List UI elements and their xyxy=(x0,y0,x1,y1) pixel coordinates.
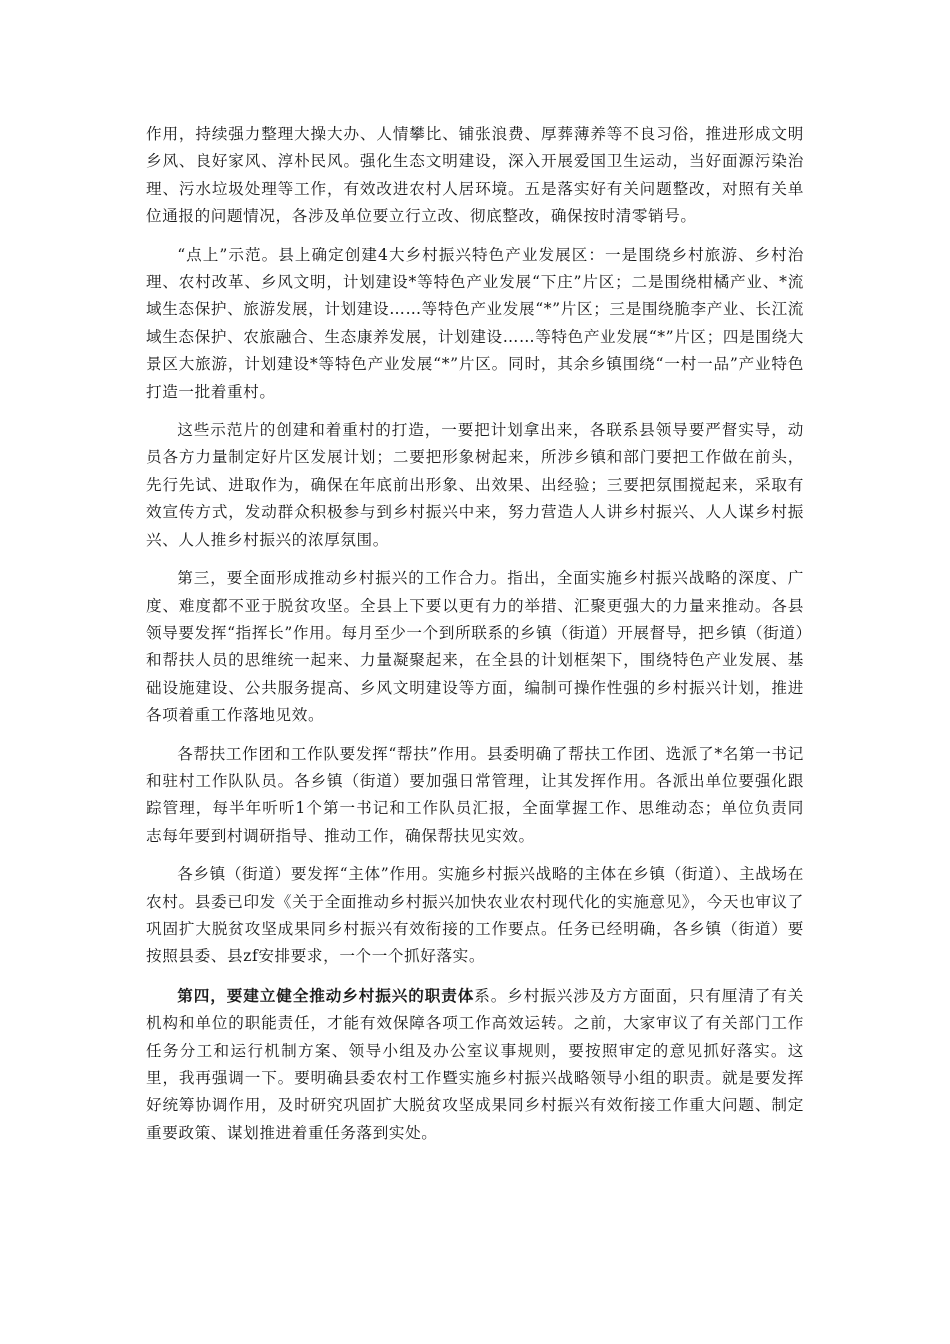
paragraph-6-text: 各乡镇（街道）要发挥“主体”作用。实施乡村振兴战略的主体在乡镇（街道）、主战场在农村。县委已印发《关于全面推动乡村振兴加快农业农村现代化的实施意见》，今天也审议了巩固扩大脱贫攻坚成果同乡村振兴有效衔接的工作要点。任务已经明确，各乡镇（街道）要按照县委、县zf安排要求，一个一个抓好落实。 xyxy=(146,865,804,966)
paragraph-3-text: 这些示范片的创建和着重村的打造，一要把计划拿出来，各联系县领导要严督实导，动员各方力量制定好片区发展计划；二要把形象树起来，所涉乡镇和部门要把工作做在前头，先行先试、进取作为，确保在年底前出形象、出效果、出经验；三要把氛围搅起来，采取有效宣传方式，发动群众积极参与到乡村振兴中来，努力营造人人讲乡村振兴、人人谋乡村振兴、人人推乡村振兴的浓厚氛围。 xyxy=(146,421,804,549)
paragraph-5 xyxy=(146,741,804,851)
paragraph-1-text: 作用，持续强力整理大操大办、人情攀比、铺张浪费、厚葬薄养等不良习俗，推进形成文明乡风、良好家风、淳朴民风。强化生态文明建设，深入开展爱国卫生运动，当好面源污染治理、污水垃圾处理等工作，有效改进农村人居环境。五是落实好有关问题整改，对照有关单位通报的问题情况，各涉及单位要立行立改、彻底整改，确保按时清零销号。 xyxy=(146,125,804,226)
paragraph-5-text: 各帮扶工作团和工作队要发挥“帮扶”作用。县委明确了帮扶工作团、选派了*名第一书记和驻村工作队队员。各乡镇（街道）要加强日常管理，让其发挥作用。各派出单位要强化跟踪管理，每半年听听1个第一书记和工作队员汇报，全面掌握工作、思维动态；单位负责同志每年要到村调研指导、推动工作，确保帮扶见实效。 xyxy=(146,744,804,845)
paragraph-3 xyxy=(146,417,804,554)
paragraph-4 xyxy=(146,565,804,729)
paragraph-2 xyxy=(146,242,804,406)
paragraph-6 xyxy=(146,861,804,971)
document-page xyxy=(146,121,804,1158)
paragraph-4-text: 第三，要全面形成推动乡村振兴的工作合力。指出，全面实施乡村振兴战略的深度、广度、难度都不亚于脱贫攻坚。全县上下要以更有力的举措、汇聚更强大的力量来推动。各县领导要发挥“指挥长”作用。每月至少一个到所联系的乡镇（街道）开展督导，把乡镇（街道）和帮扶人员的思维统一起来、力量凝聚起来，在全县的计划框架下，围绕特色产业发展、基础设施建设、公共服务提高、乡风文明建设等方面，编制可操作性强的乡村振兴计划，推进各项着重工作落地见效。 xyxy=(146,569,804,725)
paragraph-1 xyxy=(146,121,804,231)
paragraph-7-text: 系。乡村振兴涉及方方面面，只有厘清了有关机构和单位的职能责任，才能有效保障各项工作高效运转。之前，大家审议了有关部门工作任务分工和运行机制方案、领导小组及办公室议事规则，要按照审定的意见抓好落实。这里，我再强调一下。要明确县委农村工作暨实施乡村振兴战略领导小组的职责。就是要发挥好统筹协调作用，及时研究巩固扩大脱贫攻坚成果同乡村振兴有效衔接工作重大问题、制定重要政策、谋划推进着重任务落到实处。 xyxy=(146,986,804,1142)
paragraph-7 xyxy=(146,982,804,1147)
paragraph-7-bold-lead: 第四，要建立健全推动乡村振兴的职责体 xyxy=(177,985,475,1005)
paragraph-2-text: “点上”示范。县上确定创建4大乡村振兴特色产业发展区：一是围绕乡村旅游、乡村治理、农村改革、乡风文明，计划建设*等特色产业发展“下庄”片区；二是围绕柑橘产业、*流域生态保护、旅游发展，计划建设……等特色产业发展“*”片区；三是围绕脆李产业、长江流域生态保护、农旅融合、生态康养发展，计划建设……等特色产业发展“*”片区；四是围绕大景区大旅游，计划建设*等特色产业发展“*”片区。同时，其余乡镇围绕“一村一品”产业特色打造一批着重村。 xyxy=(146,245,804,401)
